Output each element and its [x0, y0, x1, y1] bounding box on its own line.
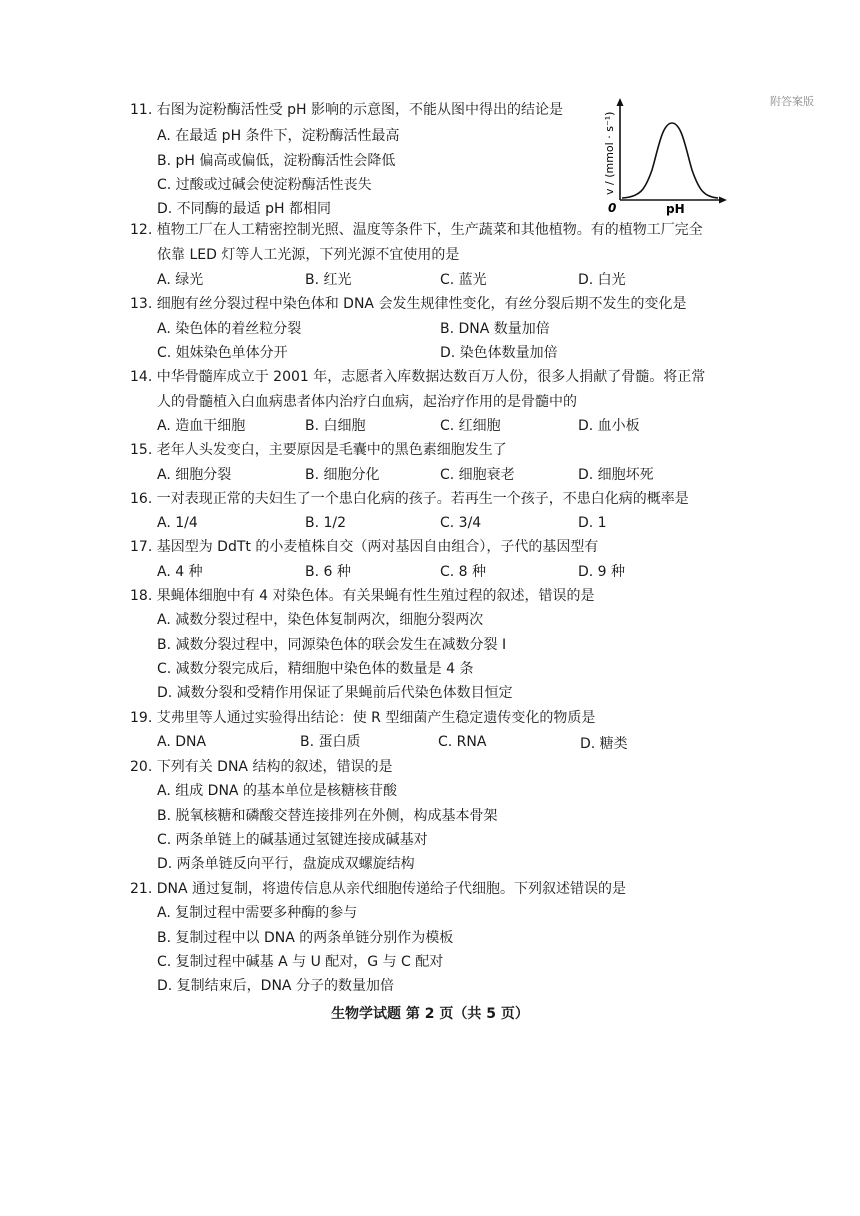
q14-option-c: C. 红细胞 [440, 418, 501, 434]
q14-option-d: D. 血小板 [578, 418, 640, 434]
q14-stem-line1: 14. 中华骨髓库成立于 2001 年，志愿者入库数据达数百万人份，很多人捐献了骨髓。将正常 [130, 369, 706, 385]
origin-label: 0 [608, 201, 617, 215]
q19-option-b: B. 蛋白质 [300, 734, 361, 750]
q14-stem-line2: 人的骨髓植入白血病患者体内治疗白血病，起治疗作用的是骨髓中的 [157, 394, 577, 410]
q11-option-b: B. pH 偏高或偏低，淀粉酶活性会降低 [157, 153, 396, 169]
q21-option-b: B. 复制过程中以 DNA 的两条单链分别作为模板 [157, 930, 454, 946]
q15-option-a: A. 细胞分裂 [157, 467, 232, 483]
q17-option-b: B. 6 种 [305, 564, 351, 580]
q12-stem-line1: 12. 植物工厂在人工精密控制光照、温度等条件下，生产蔬菜和其他植物。有的植物工厂完全 [130, 222, 703, 238]
q21-stem: 21. DNA 通过复制，将遗传信息从亲代细胞传递给子代细胞。下列叙述错误的是 [130, 881, 626, 897]
q19-option-d: D. 糖类 [580, 736, 628, 752]
q19-option-c: C. RNA [438, 734, 487, 750]
q17-option-a: A. 4 种 [157, 564, 203, 580]
q16-option-b: B. 1/2 [305, 515, 347, 531]
q18-option-a: A. 减数分裂过程中，染色体复制两次，细胞分裂两次 [157, 612, 484, 628]
q16-option-d: D. 1 [578, 515, 607, 531]
q16-stem: 16. 一对表现正常的夫妇生了一个患白化病的孩子。若再生一个孩子，不患白化病的概率是 [130, 491, 689, 507]
q13-option-d: D. 染色体数量加倍 [440, 345, 558, 361]
q13-option-a: A. 染色体的着丝粒分裂 [157, 321, 302, 337]
q17-stem: 17. 基因型为 DdTt 的小麦植株自交（两对基因自由组合），子代的基因型有 [130, 539, 599, 555]
q21-option-a: A. 复制过程中需要多种酶的参与 [157, 905, 358, 921]
x-axis-arrow [719, 197, 727, 204]
q16-option-c: C. 3/4 [440, 515, 482, 531]
q17-option-c: C. 8 种 [440, 564, 487, 580]
q18-option-d: D. 减数分裂和受精作用保证了果蝇前后代染色体数目恒定 [157, 685, 513, 701]
q21-option-c: C. 复制过程中碱基 A 与 U 配对，G 与 C 配对 [157, 954, 444, 970]
q18-option-c: C. 减数分裂完成后，精细胞中染色体的数量是 4 条 [157, 661, 474, 677]
q12-option-c: C. 蓝光 [440, 272, 487, 288]
q14-option-a: A. 造血干细胞 [157, 418, 246, 434]
ph-activity-figure [600, 95, 730, 220]
q12-option-a: A. 绿光 [157, 272, 204, 288]
q13-option-c: C. 姐妹染色单体分开 [157, 345, 288, 361]
q15-option-c: C. 细胞衰老 [440, 467, 515, 483]
page-footer: 生物学试题 第 2 页（共 5 页） [331, 1006, 529, 1022]
q15-stem: 15. 老年人头发变白，主要原因是毛囊中的黑色素细胞发生了 [130, 442, 507, 458]
y-axis-arrow [617, 98, 624, 106]
q16-option-a: A. 1/4 [157, 515, 198, 531]
q18-stem: 18. 果蝇体细胞中有 4 对染色体。有关果蝇有性生殖过程的叙述，错误的是 [130, 588, 595, 604]
q15-option-d: D. 细胞坏死 [578, 467, 654, 483]
q20-option-d: D. 两条单链反向平行，盘旋成双螺旋结构 [157, 856, 415, 872]
q20-option-c: C. 两条单链上的碱基通过氢键连接成碱基对 [157, 832, 428, 848]
q12-stem-line2: 依靠 LED 灯等人工光源，下列光源不宜使用的是 [157, 247, 460, 263]
q12-option-b: B. 红光 [305, 272, 352, 288]
q13-stem: 13. 细胞有丝分裂过程中染色体和 DNA 会发生规律性变化，有丝分裂后期不发生的变化是 [130, 296, 687, 312]
header-mark: 附答案版 [770, 95, 814, 108]
q13-option-b: B. DNA 数量加倍 [440, 321, 550, 337]
q20-option-a: A. 组成 DNA 的基本单位是核糖核苷酸 [157, 783, 397, 799]
q19-option-a: A. DNA [157, 734, 207, 750]
q21-option-d: D. 复制结束后，DNA 分子的数量加倍 [157, 978, 394, 994]
q11-stem-line1: 11. 右图为淀粉酶活性受 pH 影响的示意图，不能从图中得出的结论是 [130, 102, 564, 118]
q19-stem: 19. 艾弗里等人通过实验得出结论：使 R 型细菌产生稳定遗传变化的物质是 [130, 710, 596, 726]
q11-option-a: A. 在最适 pH 条件下，淀粉酶活性最高 [157, 128, 400, 144]
x-axis-label: pH [666, 202, 685, 216]
q17-option-d: D. 9 种 [578, 564, 626, 580]
q11-option-c: C. 过酸或过碱会使淀粉酶活性丧失 [157, 177, 372, 193]
q11-option-d: D. 不同酶的最适 pH 都相同 [157, 201, 331, 217]
q14-option-b: B. 白细胞 [305, 418, 366, 434]
q20-option-b: B. 脱氧核糖和磷酸交替连接排列在外侧，构成基本骨架 [157, 808, 498, 824]
q12-option-d: D. 白光 [578, 272, 626, 288]
q15-option-b: B. 细胞分化 [305, 467, 380, 483]
activity-curve [622, 123, 718, 198]
y-axis-label: v / (mmol · s⁻¹) [603, 111, 616, 195]
q18-option-b: B. 减数分裂过程中，同源染色体的联会发生在减数分裂 I [157, 637, 507, 653]
q20-stem: 20. 下列有关 DNA 结构的叙述，错误的是 [130, 759, 393, 775]
